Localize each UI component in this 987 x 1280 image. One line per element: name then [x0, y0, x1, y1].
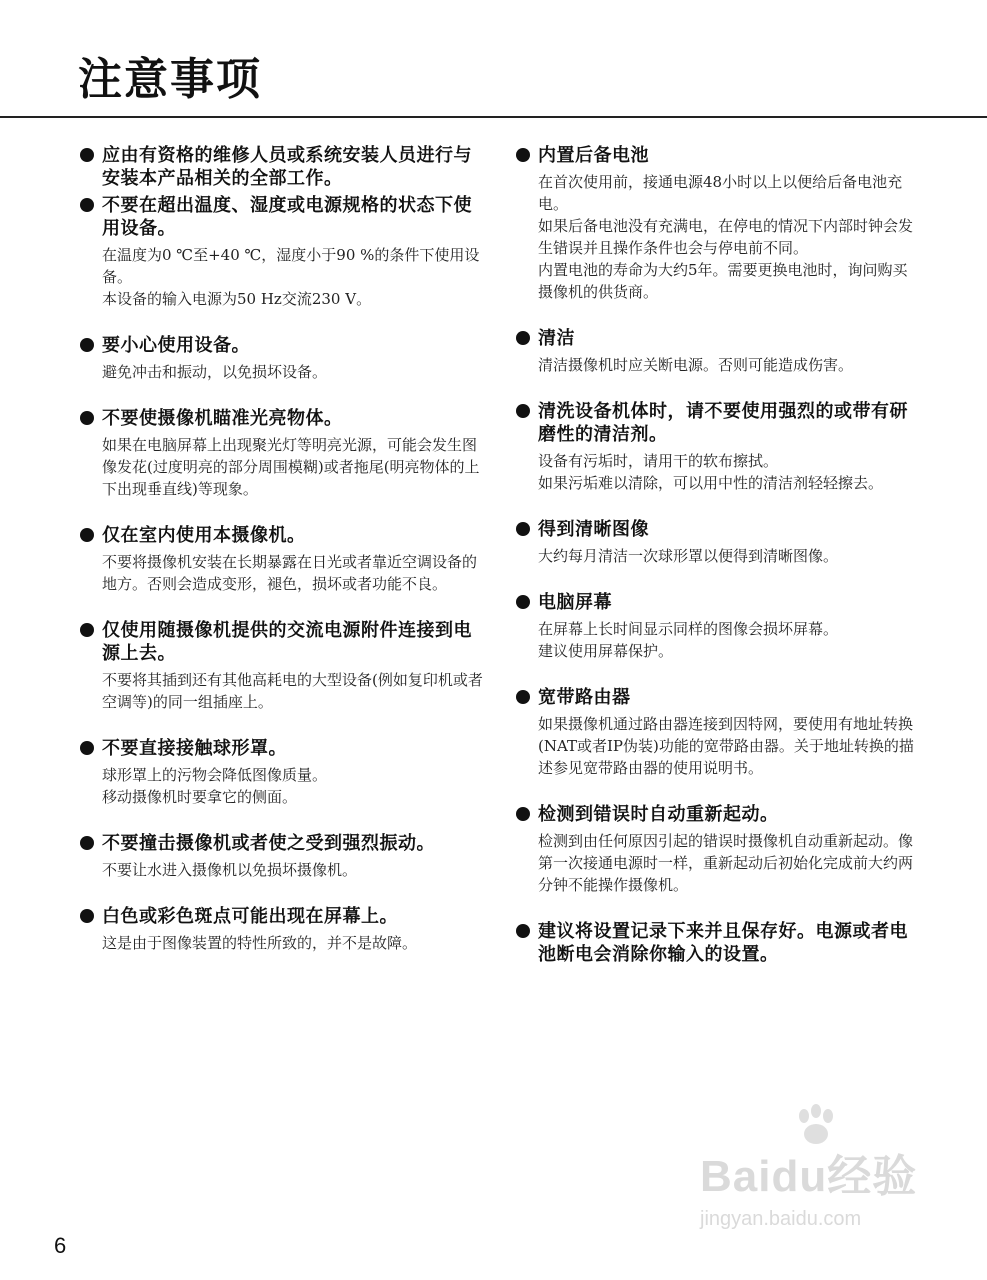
- notice-paragraph: 如果在电脑屏幕上出现聚光灯等明亮光源，可能会发生图像发花(过度明亮的部分周围模糊)或者拖尾(明亮物体的上下出现垂直线)等现象。: [102, 436, 480, 498]
- page-title: 注意事项: [78, 54, 262, 105]
- bullet-icon: [516, 807, 530, 821]
- notice-item: [80, 194, 485, 310]
- bullet-icon: [516, 690, 530, 704]
- notice-item: [80, 334, 485, 383]
- notice-item: [80, 144, 485, 190]
- notice-paragraph: 在首次使用前，接通电源48小时以上以便给后备电池充电。: [538, 173, 903, 213]
- notice-paragraph: 本设备的输入电源为50 Hz交流230 V。: [102, 290, 372, 308]
- notice-item: [80, 524, 485, 595]
- notice-body: [102, 669, 485, 713]
- notice-paragraph: 大约每月清洁一次球形罩以便得到清晰图像。: [538, 547, 839, 565]
- notice-heading: 仅使用随摄像机提供的交流电源附件连接到电源上去。: [102, 620, 472, 664]
- notice-body: [102, 764, 485, 808]
- notice-body: [102, 361, 485, 383]
- notice-body: [102, 551, 485, 595]
- spacer: [516, 303, 916, 327]
- notice-body: [102, 244, 485, 310]
- baidu-watermark: [700, 1140, 940, 1250]
- notice-heading: 内置后备电池: [538, 145, 649, 166]
- bullet-icon: [80, 411, 94, 425]
- notice-item: [80, 905, 485, 954]
- bullet-icon: [80, 148, 94, 162]
- bullet-icon: [80, 909, 94, 923]
- bullet-icon: [80, 836, 94, 850]
- notice-paragraph: 不要让水进入摄像机以免损坏摄像机。: [102, 861, 358, 879]
- bullet-icon: [516, 595, 530, 609]
- title-divider: [0, 116, 987, 118]
- bullet-icon: [80, 338, 94, 352]
- spacer: [80, 500, 485, 524]
- bullet-icon: [516, 404, 530, 418]
- notice-item: [80, 737, 485, 808]
- bullet-icon: [80, 528, 94, 542]
- notice-paragraph: 在温度为0 ℃至+40 ℃，湿度小于90 %的条件下使用设备。: [102, 246, 480, 286]
- bullet-icon: [80, 198, 94, 212]
- bullet-icon: [516, 148, 530, 162]
- notice-paragraph: 不要将其插到还有其他高耗电的大型设备(例如复印机或者空调等)的同一组插座上。: [102, 671, 483, 711]
- notice-paragraph: 设备有污垢时，请用干的软布擦拭。: [538, 452, 779, 470]
- bullet-icon: [516, 924, 530, 938]
- notice-body: [538, 830, 916, 896]
- notice-body: [102, 932, 485, 954]
- spacer: [516, 494, 916, 518]
- notice-paragraph: 移动摄像机时要拿它的侧面。: [102, 788, 298, 806]
- notice-item: [80, 619, 485, 713]
- notice-paragraph: 检测到由任何原因引起的错误时摄像机自动重新起动。像第一次接通电源时一样，重新起动后初始化完成前大约两分钟不能操作摄像机。: [538, 832, 914, 894]
- notice-heading: 得到清晰图像: [538, 519, 649, 540]
- spacer: [80, 383, 485, 407]
- notice-paragraph: 避免冲击和振动，以免损坏设备。: [102, 363, 328, 381]
- notice-item: [516, 686, 916, 779]
- notice-heading: 宽带路由器: [538, 687, 631, 708]
- spacer: [516, 779, 916, 803]
- notice-heading: 应由有资格的维修人员或系统安装人员进行与安装本产品相关的全部工作。: [102, 145, 472, 189]
- page-number: 6: [54, 1233, 67, 1258]
- notice-heading: 建议将设置记录下来并且保存好。电源或者电池断电会消除你输入的设置。: [538, 921, 908, 965]
- notice-body: [538, 545, 916, 567]
- notice-paragraph: 建议使用屏幕保护。: [538, 642, 674, 660]
- spacer: [516, 896, 916, 920]
- bullet-icon: [80, 623, 94, 637]
- notice-heading: 仅在室内使用本摄像机。: [102, 525, 306, 546]
- notice-item: [516, 144, 916, 303]
- notice-heading: 不要在超出温度、湿度或电源规格的状态下使用设备。: [102, 195, 472, 239]
- notice-body: [538, 354, 916, 376]
- spacer: [516, 567, 916, 591]
- notice-item: [516, 400, 916, 494]
- bullet-icon: [516, 331, 530, 345]
- notice-heading: 白色或彩色斑点可能出现在屏幕上。: [102, 906, 398, 927]
- notice-paragraph: 球形罩上的污物会降低图像质量。: [102, 766, 328, 784]
- spacer: [80, 595, 485, 619]
- spacer: [80, 310, 485, 334]
- notice-paragraph: 如果摄像机通过路由器连接到因特网，要使用有地址转换(NAT或者IP伪装)功能的宽带路由器。关于地址转换的描述参见宽带路由器的使用说明书。: [538, 715, 914, 777]
- notice-heading: 不要撞击摄像机或者使之受到强烈振动。: [102, 833, 435, 854]
- notice-item: [516, 803, 916, 896]
- bullet-icon: [80, 741, 94, 755]
- spacer: [80, 713, 485, 737]
- notice-body: [538, 450, 916, 494]
- bullet-icon: [516, 522, 530, 536]
- notice-body: [102, 434, 485, 500]
- notice-paragraph: 内置电池的寿命为大约5年。需要更换电池时，询问购买摄像机的供货商。: [538, 261, 908, 301]
- spacer: [516, 376, 916, 400]
- spacer: [80, 808, 485, 832]
- watermark-url: jingyan.baidu.com: [700, 1208, 862, 1230]
- notice-heading: 电脑屏幕: [538, 592, 612, 613]
- notice-heading: 清洁: [538, 328, 575, 349]
- notice-paragraph: 清洁摄像机时应关断电源。否则可能造成伤害。: [538, 356, 854, 374]
- notice-heading: 清洗设备机体时，请不要使用强烈的或带有研磨性的清洁剂。: [538, 401, 908, 445]
- notice-item: [80, 832, 485, 881]
- notice-item: [516, 920, 916, 966]
- notice-paragraph: 如果污垢难以清除，可以用中性的清洁剂轻轻擦去。: [538, 474, 884, 492]
- notice-heading: 检测到错误时自动重新起动。: [538, 804, 779, 825]
- left-column: [80, 144, 485, 954]
- notice-body: [538, 618, 916, 662]
- watermark-logo: Baidu经验: [700, 1152, 918, 1201]
- notice-paragraph: 这是由于图像装置的特性所致的，并不是故障。: [102, 934, 418, 952]
- paw-icon: [792, 1102, 840, 1150]
- notice-item: [516, 327, 916, 376]
- notice-body: [538, 713, 916, 779]
- spacer: [80, 881, 485, 905]
- spacer: [516, 662, 916, 686]
- notice-item: [516, 518, 916, 567]
- notice-paragraph: 不要将摄像机安装在长期暴露在日光或者靠近空调设备的地方。否则会造成变形，褪色，损坏或者功能不良。: [102, 553, 478, 593]
- notice-heading: 要小心使用设备。: [102, 335, 250, 356]
- notice-heading: 不要直接接触球形罩。: [102, 738, 287, 759]
- notice-item: [80, 407, 485, 500]
- notice-heading: 不要使摄像机瞄准光亮物体。: [102, 408, 343, 429]
- notice-paragraph: 如果后备电池没有充满电，在停电的情况下内部时钟会发生错误并且操作条件也会与停电前不同。: [538, 217, 914, 257]
- notice-paragraph: 在屏幕上长时间显示同样的图像会损坏屏幕。: [538, 620, 839, 638]
- notice-body: [538, 171, 916, 303]
- notice-item: [516, 591, 916, 662]
- right-column: [516, 144, 916, 966]
- notice-body: [102, 859, 485, 881]
